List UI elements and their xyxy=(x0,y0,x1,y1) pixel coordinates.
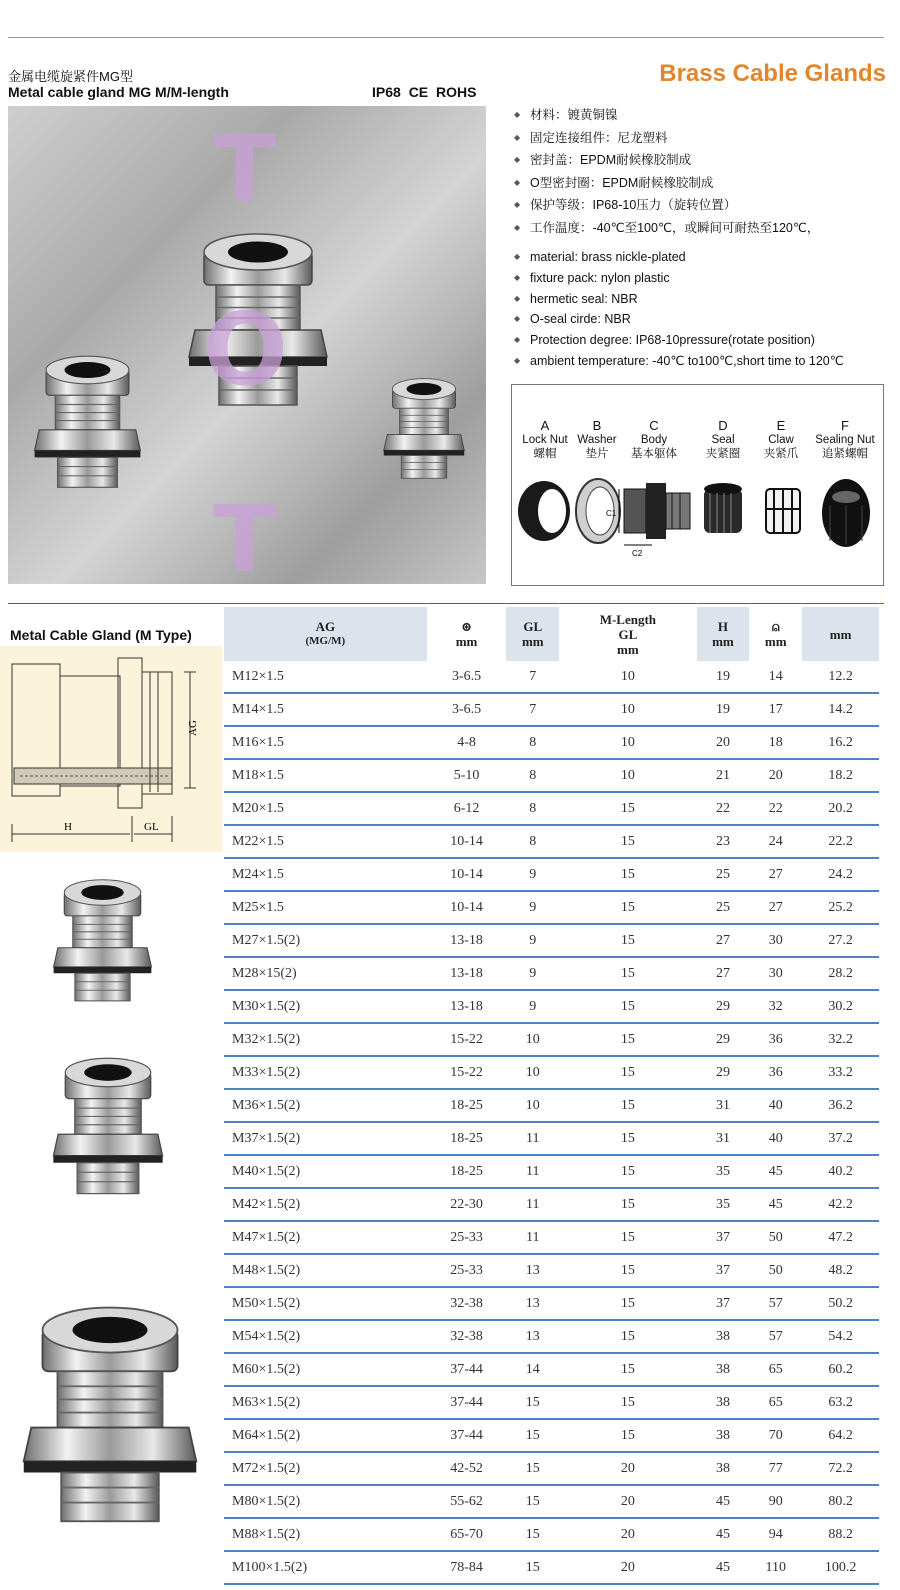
part-a: A Lock Nut 螺帽 xyxy=(522,418,568,460)
table-row xyxy=(224,1155,879,1188)
c1-label: C1 xyxy=(606,509,617,518)
cell-last: 30.2 xyxy=(802,990,879,1023)
technical-drawing xyxy=(0,646,222,852)
spec-item-cn: ◆ 保护等级：IP68-10压力（旋转位置） xyxy=(514,194,894,217)
cell-last: 32.2 xyxy=(802,1023,879,1056)
cell-h: 37 xyxy=(697,1221,750,1254)
top-rule xyxy=(8,37,884,38)
cell-ag: M42×1.5(2) xyxy=(224,1188,427,1221)
sealing-nut-shape xyxy=(822,479,870,547)
cell-mlength-gl: 15 xyxy=(559,1287,696,1320)
cell-mlength-gl: 20 xyxy=(559,1485,696,1518)
cell-ag: M60×1.5(2) xyxy=(224,1353,427,1386)
part-e: E Claw 夹紧爪 xyxy=(763,418,799,460)
table-row xyxy=(224,1353,879,1386)
cell-last: 60.2 xyxy=(802,1353,879,1386)
cn-title: 金属电缆旋紧件MG型 xyxy=(8,69,133,84)
cell-wrench: 110 xyxy=(749,1551,802,1584)
cell-range: 25-33 xyxy=(427,1254,507,1287)
cell-last: 63.2 xyxy=(802,1386,879,1419)
cell-wrench: 65 xyxy=(749,1353,802,1386)
cell-wrench: 57 xyxy=(749,1287,802,1320)
cell-mlength-gl: 20 xyxy=(559,1551,696,1584)
bullet-icon: ◆ xyxy=(514,314,521,324)
cell-mlength-gl: 15 xyxy=(559,858,696,891)
cell-range: 4-8 xyxy=(427,726,507,759)
cell-h: 23 xyxy=(697,825,750,858)
cell-h: 38 xyxy=(697,1452,750,1485)
cell-h: 38 xyxy=(697,1320,750,1353)
cell-last: 18.2 xyxy=(802,759,879,792)
cell-range: 6-12 xyxy=(427,792,507,825)
cell-range: 5-10 xyxy=(427,759,507,792)
cell-ag: M20×1.5 xyxy=(224,792,427,825)
cell-last: 72.2 xyxy=(802,1452,879,1485)
cell-last: 48.2 xyxy=(802,1254,879,1287)
col-h: H mm xyxy=(697,607,750,661)
table-row xyxy=(224,1419,879,1452)
cell-mlength-gl: 15 xyxy=(559,1221,696,1254)
cell-mlength-gl: 15 xyxy=(559,792,696,825)
cell-gl: 15 xyxy=(506,1551,559,1584)
table-row xyxy=(224,957,879,990)
cell-h: 25 xyxy=(697,891,750,924)
cell-last: 100.2 xyxy=(802,1551,879,1584)
cell-wrench: 65 xyxy=(749,1386,802,1419)
table-row xyxy=(224,1320,879,1353)
bullet-icon: ◆ xyxy=(514,200,521,209)
bullet-icon: ◆ xyxy=(514,222,521,232)
cell-wrench: 27 xyxy=(749,891,802,924)
bullet-icon: ◆ xyxy=(514,293,521,303)
cell-mlength-gl: 15 xyxy=(559,1254,696,1287)
cell-ag: M22×1.5 xyxy=(224,825,427,858)
cell-mlength-gl: 15 xyxy=(559,1023,696,1056)
cell-last: 14.2 xyxy=(802,693,879,726)
cell-ag: M63×1.5(2) xyxy=(224,1386,427,1419)
cell-gl: 8 xyxy=(506,825,559,858)
cell-last: 28.2 xyxy=(802,957,879,990)
spec-item-en: ◆ fixture pack: nylon plastic xyxy=(514,268,894,289)
cell-gl: 10 xyxy=(506,1056,559,1089)
cell-mlength-gl: 15 xyxy=(559,924,696,957)
col-ag: AG (MG/M) xyxy=(224,607,427,661)
spec-item-cn: ◆ 工作温度：-40℃至100℃，或瞬间可耐热至120℃， xyxy=(514,217,894,240)
cell-mlength-gl: 15 xyxy=(559,1320,696,1353)
cell-last: 12.2 xyxy=(802,661,879,693)
cell-h: 45 xyxy=(697,1551,750,1584)
cell-wrench: 45 xyxy=(749,1188,802,1221)
cell-range: 37-44 xyxy=(427,1386,507,1419)
table-row xyxy=(224,661,879,693)
cell-range: 10-14 xyxy=(427,891,507,924)
cell-range: 32-38 xyxy=(427,1287,507,1320)
cell-ag: M50×1.5(2) xyxy=(224,1287,427,1320)
bullet-icon: ◆ xyxy=(514,132,521,142)
gland-image-small xyxy=(35,850,170,1020)
table-row xyxy=(224,924,879,957)
table-row xyxy=(224,891,879,924)
cell-mlength-gl: 10 xyxy=(559,726,696,759)
cell-range: 18-25 xyxy=(427,1155,507,1188)
claw-shape xyxy=(766,489,800,533)
cell-wrench: 24 xyxy=(749,825,802,858)
spec-item-en: ◆ hermetic seal: NBR xyxy=(514,289,894,310)
cell-mlength-gl: 10 xyxy=(559,661,696,693)
gl-label: GL xyxy=(144,821,159,833)
cell-mlength-gl: 15 xyxy=(559,1353,696,1386)
cell-last: 16.2 xyxy=(802,726,879,759)
certifications: IP68 CE ROHS xyxy=(372,84,477,100)
part-c: C Body 基本躯体 xyxy=(631,418,677,460)
cell-ag: M25×1.5 xyxy=(224,891,427,924)
cell-last: 36.2 xyxy=(802,1089,879,1122)
cell-gl: 7 xyxy=(506,661,559,693)
cell-gl: 8 xyxy=(506,792,559,825)
cell-wrench: 94 xyxy=(749,1518,802,1551)
cell-h: 29 xyxy=(697,1056,750,1089)
cell-last: 88.2 xyxy=(802,1518,879,1551)
cell-gl: 15 xyxy=(506,1518,559,1551)
table-row xyxy=(224,759,879,792)
cell-wrench: 57 xyxy=(749,1320,802,1353)
cell-wrench: 14 xyxy=(749,661,802,693)
table-row xyxy=(224,1254,879,1287)
spec-table xyxy=(224,607,879,1585)
spec-table-body xyxy=(224,661,879,1584)
cell-range: 10-14 xyxy=(427,825,507,858)
cell-wrench: 18 xyxy=(749,726,802,759)
cell-mlength-gl: 20 xyxy=(559,1518,696,1551)
cell-ag: M48×1.5(2) xyxy=(224,1254,427,1287)
cell-h: 27 xyxy=(697,957,750,990)
part-b: B Washer 垫片 xyxy=(577,418,617,460)
spec-item-cn: ◆ 材料：镀黄铜镍 xyxy=(514,104,894,127)
cell-last: 24.2 xyxy=(802,858,879,891)
cell-h: 35 xyxy=(697,1188,750,1221)
cell-mlength-gl: 15 xyxy=(559,1386,696,1419)
brand-title: Brass Cable Glands xyxy=(659,60,886,87)
cell-gl: 8 xyxy=(506,726,559,759)
cell-mlength-gl: 15 xyxy=(559,891,696,924)
cell-ag: M47×1.5(2) xyxy=(224,1221,427,1254)
part-d: D Seal 夹紧圈 xyxy=(705,418,741,460)
bullet-icon: ◆ xyxy=(514,355,521,365)
cell-ag: M80×1.5(2) xyxy=(224,1485,427,1518)
h-label: H xyxy=(64,821,72,833)
cell-ag: M18×1.5 xyxy=(224,759,427,792)
cell-ag: M40×1.5(2) xyxy=(224,1155,427,1188)
watermark-letter: O xyxy=(203,291,289,408)
cell-gl: 9 xyxy=(506,990,559,1023)
cell-h: 21 xyxy=(697,759,750,792)
cell-mlength-gl: 15 xyxy=(559,1122,696,1155)
spec-item-cn: ◆ 固定连接组件：尼龙塑料 xyxy=(514,127,894,150)
cell-ag: M100×1.5(2) xyxy=(224,1551,427,1584)
cell-h: 29 xyxy=(697,990,750,1023)
col-gl: GL mm xyxy=(506,607,559,661)
cell-mlength-gl: 15 xyxy=(559,1089,696,1122)
cell-range: 42-52 xyxy=(427,1452,507,1485)
cell-last: 33.2 xyxy=(802,1056,879,1089)
c2-label: C2 xyxy=(632,549,643,558)
cell-ag: M32×1.5(2) xyxy=(224,1023,427,1056)
col-last: mm xyxy=(802,607,879,661)
cell-h: 29 xyxy=(697,1023,750,1056)
table-row xyxy=(224,1023,879,1056)
table-row xyxy=(224,1122,879,1155)
spec-item-en: ◆ material: brass nickle-plated xyxy=(514,247,894,268)
spec-item-en: ◆ ambient temperature: -40℃ to100℃,short time to 120℃ xyxy=(514,351,894,372)
cell-last: 54.2 xyxy=(802,1320,879,1353)
cell-gl: 10 xyxy=(506,1023,559,1056)
cell-ag: M88×1.5(2) xyxy=(224,1518,427,1551)
cell-h: 22 xyxy=(697,792,750,825)
cell-wrench: 45 xyxy=(749,1155,802,1188)
cell-range: 65-70 xyxy=(427,1518,507,1551)
cell-mlength-gl: 15 xyxy=(559,1056,696,1089)
table-row xyxy=(224,1056,879,1089)
cell-range: 3-6.5 xyxy=(427,693,507,726)
cell-range: 15-22 xyxy=(427,1023,507,1056)
body-shape xyxy=(619,483,690,545)
bullet-icon: ◆ xyxy=(514,110,521,119)
part-f: F Sealing Nut 追紧螺帽 xyxy=(815,418,875,460)
cell-mlength-gl: 15 xyxy=(559,990,696,1023)
cell-last: 22.2 xyxy=(802,825,879,858)
table-row xyxy=(224,1452,879,1485)
cell-gl: 15 xyxy=(506,1386,559,1419)
cell-mlength-gl: 15 xyxy=(559,957,696,990)
cell-ag: M37×1.5(2) xyxy=(224,1122,427,1155)
cell-last: 25.2 xyxy=(802,891,879,924)
cell-wrench: 22 xyxy=(749,792,802,825)
col-wrench: ⍝ mm xyxy=(749,607,802,661)
bullet-icon: ◆ xyxy=(514,177,521,187)
cell-range: 37-44 xyxy=(427,1353,507,1386)
cell-gl: 11 xyxy=(506,1221,559,1254)
cell-range: 13-18 xyxy=(427,924,507,957)
small-gland-image xyxy=(380,354,468,494)
cell-ag: M33×1.5(2) xyxy=(224,1056,427,1089)
cell-wrench: 40 xyxy=(749,1089,802,1122)
cell-h: 38 xyxy=(697,1353,750,1386)
cell-range: 25-33 xyxy=(427,1221,507,1254)
cell-gl: 11 xyxy=(506,1122,559,1155)
section-rule xyxy=(8,603,884,604)
cell-last: 64.2 xyxy=(802,1419,879,1452)
cell-wrench: 20 xyxy=(749,759,802,792)
en-title: Metal cable gland MG M/M-length xyxy=(8,84,229,100)
cell-gl: 9 xyxy=(506,858,559,891)
table-row xyxy=(224,792,879,825)
side-title: Metal Cable Gland (M Type) xyxy=(10,627,192,643)
cable-range-icon: ⊛ xyxy=(461,619,472,634)
cell-wrench: 36 xyxy=(749,1023,802,1056)
cell-mlength-gl: 15 xyxy=(559,1155,696,1188)
cell-mlength-gl: 20 xyxy=(559,1452,696,1485)
table-row xyxy=(224,1551,879,1584)
cell-h: 45 xyxy=(697,1518,750,1551)
cell-mlength-gl: 15 xyxy=(559,1188,696,1221)
cell-last: 42.2 xyxy=(802,1188,879,1221)
cell-range: 37-44 xyxy=(427,1419,507,1452)
cell-ag: M12×1.5 xyxy=(224,661,427,693)
cell-last: 40.2 xyxy=(802,1155,879,1188)
cell-last: 47.2 xyxy=(802,1221,879,1254)
table-row xyxy=(224,726,879,759)
cell-last: 80.2 xyxy=(802,1485,879,1518)
cell-gl: 15 xyxy=(506,1485,559,1518)
cell-gl: 11 xyxy=(506,1188,559,1221)
cell-range: 3-6.5 xyxy=(427,661,507,693)
cell-ag: M64×1.5(2) xyxy=(224,1419,427,1452)
cell-range: 22-30 xyxy=(427,1188,507,1221)
col-range: ⊛ mm xyxy=(427,607,507,661)
cell-wrench: 30 xyxy=(749,957,802,990)
cell-gl: 15 xyxy=(506,1452,559,1485)
table-row xyxy=(224,1485,879,1518)
lock-nut-shape xyxy=(518,481,570,541)
cell-gl: 13 xyxy=(506,1287,559,1320)
table-row xyxy=(224,1518,879,1551)
cell-range: 55-62 xyxy=(427,1485,507,1518)
cell-wrench: 77 xyxy=(749,1452,802,1485)
cell-last: 27.2 xyxy=(802,924,879,957)
wrench-icon: ⍝ xyxy=(771,619,780,634)
cell-range: 18-25 xyxy=(427,1122,507,1155)
cell-ag: M28×15(2) xyxy=(224,957,427,990)
cell-gl: 9 xyxy=(506,891,559,924)
cell-range: 13-18 xyxy=(427,990,507,1023)
cell-h: 25 xyxy=(697,858,750,891)
cell-ag: M54×1.5(2) xyxy=(224,1320,427,1353)
cell-h: 20 xyxy=(697,726,750,759)
table-row xyxy=(224,858,879,891)
cell-wrench: 70 xyxy=(749,1419,802,1452)
cell-wrench: 40 xyxy=(749,1122,802,1155)
spec-item-cn: ◆ O型密封圈：EPDM耐候橡胶制成 xyxy=(514,172,894,195)
cell-wrench: 50 xyxy=(749,1221,802,1254)
watermark-letter: T xyxy=(213,116,276,223)
cell-range: 18-25 xyxy=(427,1089,507,1122)
cell-wrench: 90 xyxy=(749,1485,802,1518)
cell-range: 32-38 xyxy=(427,1320,507,1353)
cell-gl: 15 xyxy=(506,1419,559,1452)
cell-ag: M72×1.5(2) xyxy=(224,1452,427,1485)
bullet-icon: ◆ xyxy=(514,252,521,261)
cell-range: 15-22 xyxy=(427,1056,507,1089)
parts-exploded-drawing xyxy=(512,385,883,585)
cell-ag: M30×1.5(2) xyxy=(224,990,427,1023)
cell-h: 37 xyxy=(697,1287,750,1320)
cell-gl: 9 xyxy=(506,957,559,990)
cell-h: 35 xyxy=(697,1155,750,1188)
cell-h: 38 xyxy=(697,1419,750,1452)
cell-gl: 8 xyxy=(506,759,559,792)
cell-gl: 13 xyxy=(506,1320,559,1353)
cell-h: 37 xyxy=(697,1254,750,1287)
table-row xyxy=(224,693,879,726)
cell-ag: M27×1.5(2) xyxy=(224,924,427,957)
cell-last: 37.2 xyxy=(802,1122,879,1155)
cell-last: 50.2 xyxy=(802,1287,879,1320)
technical-drawing-svg xyxy=(0,646,222,852)
bullet-icon: ◆ xyxy=(514,272,521,282)
cell-ag: M14×1.5 xyxy=(224,693,427,726)
cell-wrench: 27 xyxy=(749,858,802,891)
cell-range: 10-14 xyxy=(427,858,507,891)
cell-wrench: 50 xyxy=(749,1254,802,1287)
specs-list xyxy=(514,104,894,372)
table-row xyxy=(224,1221,879,1254)
watermark-letter: T xyxy=(213,486,276,593)
cell-gl: 10 xyxy=(506,1089,559,1122)
table-row xyxy=(224,1089,879,1122)
table-header-row xyxy=(224,607,879,661)
gland-image-large xyxy=(10,1255,210,1555)
cell-mlength-gl: 10 xyxy=(559,693,696,726)
bullet-icon: ◆ xyxy=(514,155,521,164)
cell-h: 38 xyxy=(697,1386,750,1419)
table-row xyxy=(224,1188,879,1221)
cell-h: 45 xyxy=(697,1485,750,1518)
cell-range: 13-18 xyxy=(427,957,507,990)
cell-h: 31 xyxy=(697,1089,750,1122)
cell-last: 20.2 xyxy=(802,792,879,825)
cell-ag: M36×1.5(2) xyxy=(224,1089,427,1122)
cell-h: 31 xyxy=(697,1122,750,1155)
spec-item-en: ◆ Protection degree: IP68-10pressure(rotate position) xyxy=(514,330,894,351)
cell-range: 78-84 xyxy=(427,1551,507,1584)
table-row xyxy=(224,1386,879,1419)
cell-mlength-gl: 10 xyxy=(559,759,696,792)
cell-wrench: 17 xyxy=(749,693,802,726)
cell-ag: M24×1.5 xyxy=(224,858,427,891)
parts-diagram xyxy=(511,384,884,586)
cell-gl: 9 xyxy=(506,924,559,957)
spec-item-en: ◆ O-seal cirde: NBR xyxy=(514,309,894,330)
table-row xyxy=(224,1287,879,1320)
bullet-icon: ◆ xyxy=(514,335,521,345)
cell-h: 19 xyxy=(697,661,750,693)
gland-image-medium xyxy=(28,1025,188,1215)
cell-wrench: 36 xyxy=(749,1056,802,1089)
cell-wrench: 32 xyxy=(749,990,802,1023)
col-mlength-gl: M-Length GL mm xyxy=(559,607,696,661)
table-row xyxy=(224,990,879,1023)
cell-gl: 13 xyxy=(506,1254,559,1287)
cell-gl: 14 xyxy=(506,1353,559,1386)
cell-h: 27 xyxy=(697,924,750,957)
ag-label: AG xyxy=(187,720,199,736)
cell-gl: 11 xyxy=(506,1155,559,1188)
cell-wrench: 30 xyxy=(749,924,802,957)
cell-h: 19 xyxy=(697,693,750,726)
spec-item-cn: ◆ 密封盖：EPDM耐候橡胶制成 xyxy=(514,149,894,172)
seal-shape xyxy=(704,483,742,533)
product-photo xyxy=(8,106,486,593)
table-row xyxy=(224,825,879,858)
cell-mlength-gl: 15 xyxy=(559,825,696,858)
medium-gland-image xyxy=(30,324,145,508)
cell-gl: 7 xyxy=(506,693,559,726)
cell-mlength-gl: 15 xyxy=(559,1419,696,1452)
cell-ag: M16×1.5 xyxy=(224,726,427,759)
